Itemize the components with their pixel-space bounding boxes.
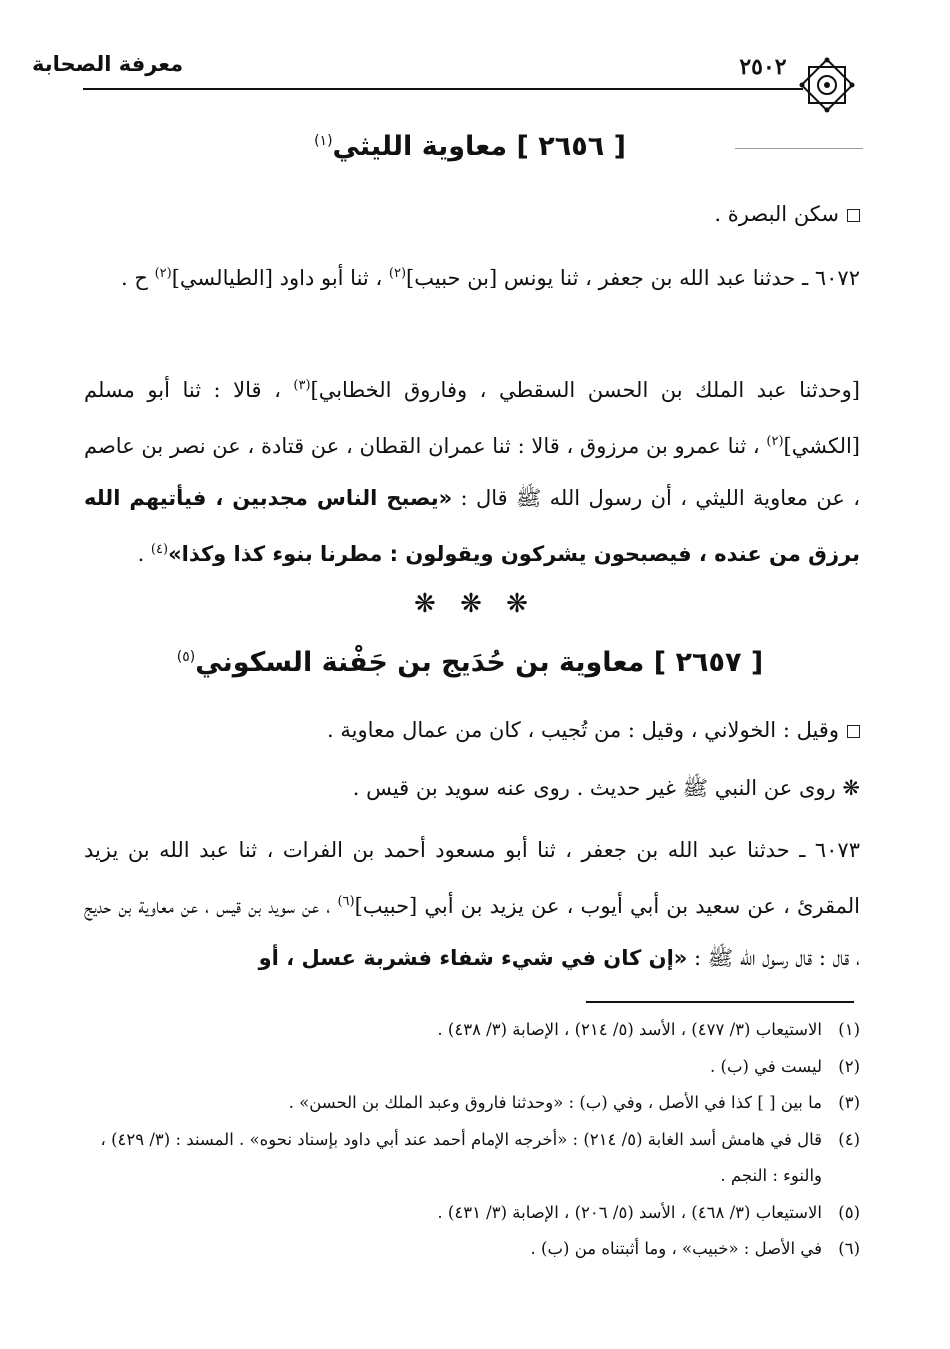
- square-bullet-icon: [847, 725, 860, 738]
- footnote-ref: (٥): [176, 649, 196, 665]
- footnote-number: (٣): [838, 1093, 860, 1112]
- footnote-rule: [586, 1001, 854, 1003]
- footnote-ref: (٢): [766, 434, 784, 449]
- entry-intro-line: [84, 188, 860, 240]
- hadith-text: ح .: [121, 266, 155, 290]
- footnote-text: الاستيعاب (٣/ ٤٦٨) ، الأسد (٥/ ٢٠٦) ، الإصابة (٣/ ٤٣١) .: [437, 1202, 822, 1222]
- intro-text: سكن البصرة .: [714, 202, 839, 226]
- footnote-ref: (٣): [293, 378, 311, 393]
- footnote-number: (٢): [838, 1056, 860, 1076]
- footnote-text: ما بين [ ] كذا في الأصل ، وفي (ب) : «وحدثنا فاروق وعبد الملك بن الحسن» .: [288, 1093, 822, 1112]
- running-header-title: معرفة الصحابة: [32, 52, 184, 76]
- hadith-text: ٦٠٧٣ ـ حدثنا عبد الله بن جعفر ، ثنا أبو مسعود أحمد بن الفرات ، ثنا عبد الله بن يزيد المقرئ ، عن سعيد بن أبي أيوب ، عن يزيد بن أبي [حبيب]: [84, 838, 860, 918]
- narration-note: [84, 762, 860, 814]
- footnote-ref: (١): [314, 133, 333, 149]
- entry-heading-text: [ ٢٦٥٧ ] معاوية بن حُدَيج بن جَفْنة السكوني: [195, 647, 764, 678]
- hadith-6072-chain-2: [84, 360, 860, 580]
- footnote-number: (٤): [838, 1129, 860, 1149]
- prophetic-saying: «إن كان في شيء شفاء فشربة عسل ، أو: [258, 946, 688, 970]
- footnote-ref: (٢): [154, 266, 172, 281]
- section-separator: ❋ ❋ ❋: [414, 589, 536, 619]
- hadith-text: ، قالا : ثنا أبو مسلم [الكشي]: [84, 378, 860, 458]
- hadith-text: [وحدثنا عبد الملك بن الحسن السقطي ، وفاروق الخطابي]: [310, 378, 861, 402]
- hadith-text: ، عن سويد بن قيس ، عن معاوية بن حديج ، قال : قال رسول الله ﷺ :: [84, 894, 860, 970]
- footnote-text: قال في هامش أسد الغابة (٥/ ٢١٤) : «أخرجه الإمام أحمد عند أبي داود بإسناد نحوه» . المسند : (٣/ ٤٢٩) ، والنوء : النجم .: [100, 1129, 822, 1185]
- footnote-number: (١): [838, 1020, 860, 1039]
- entry-intro-line: [84, 704, 860, 756]
- prophetic-saying: «يصبح الناس مجدبين ، فيأتيهم الله برزق من عنده ، فيصبحون يشركون ويقولون : مطرنا بنوء كذا وكذا»: [84, 486, 860, 566]
- footnote: [84, 1231, 860, 1268]
- footnote: [84, 1049, 860, 1086]
- footnote-text: ليست في (ب) .: [710, 1056, 822, 1076]
- hadith-text: ٦٠٧٢ ـ حدثنا عبد الله بن جعفر ، ثنا يونس [بن حبيب]: [406, 266, 860, 290]
- footnote: [84, 1122, 860, 1195]
- footnote-ref: (٤): [150, 542, 169, 557]
- footnote: [84, 1195, 860, 1232]
- page-number: ٢٥٠٢: [739, 54, 787, 80]
- footnote-ref: (٦): [337, 894, 355, 909]
- footnote-number: (٥): [838, 1202, 860, 1222]
- footnote: [84, 1085, 860, 1122]
- footnotes: [84, 1012, 860, 1268]
- hadith-6072: [84, 248, 860, 304]
- footnote-ref: (٢): [388, 266, 407, 281]
- star-bullet-icon: ❋: [842, 776, 860, 800]
- square-bullet-icon: [847, 209, 860, 222]
- entry-heading-2656: [80, 131, 860, 162]
- hadith-6073: [84, 824, 860, 984]
- intro-text: وقيل : الخولاني ، وقيل : من تُجيب ، كان من عمال معاوية .: [327, 718, 839, 742]
- footnote: [84, 1012, 860, 1049]
- entry-heading-text: [ ٢٦٥٦ ] معاوية الليثي: [332, 131, 626, 162]
- footnote-text: في الأصل : «خبيب» ، وما أثبتناه من (ب) .: [530, 1239, 822, 1258]
- hadith-text: ، ثنا عمرو بن مرزوق ، قالا : ثنا عمران القطان ، عن قتادة ، عن نصر بن عاصم ، عن معاوية الليثي ، أن رسول الله ﷺ قال :: [84, 434, 860, 510]
- hadith-text: .: [137, 542, 151, 566]
- footnote-text: الاستيعاب (٣/ ٤٧٧) ، الأسد (٥/ ٢١٤) ، الإصابة (٣/ ٤٣٨) .: [437, 1020, 822, 1039]
- header-rule: [83, 88, 803, 90]
- hadith-text: ، ثنا أبو داود [الطيالسي]: [171, 266, 389, 290]
- narration-text: روى عن النبي ﷺ غير حديث . روى عنه سويد بن قيس .: [352, 776, 836, 800]
- footnote-number: (٦): [838, 1239, 860, 1258]
- entry-heading-2657: [80, 647, 860, 678]
- ornament-icon: [798, 56, 856, 114]
